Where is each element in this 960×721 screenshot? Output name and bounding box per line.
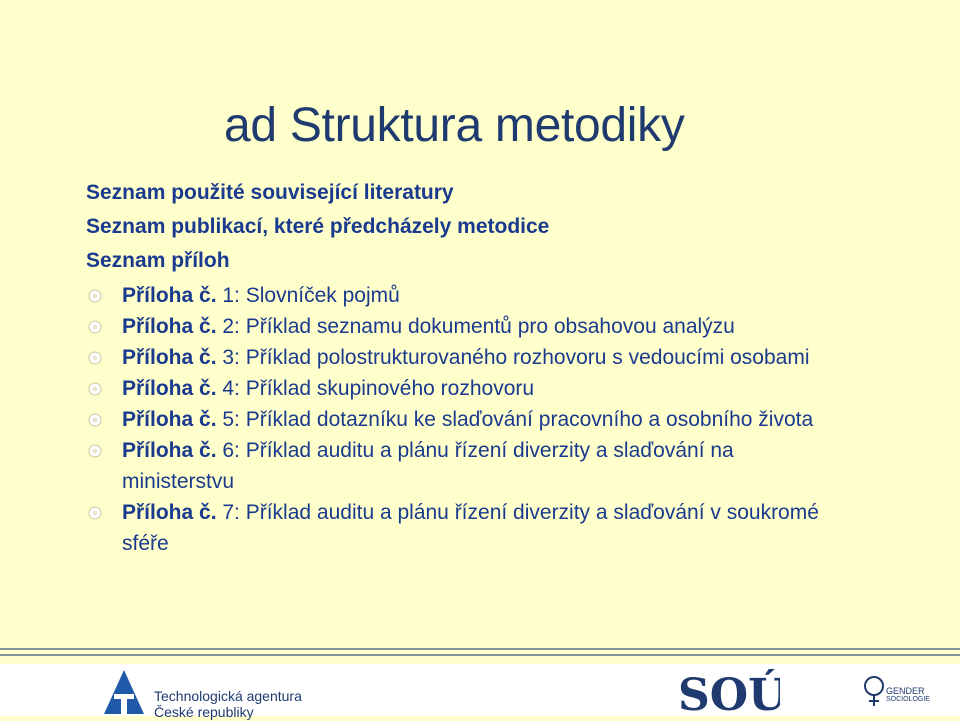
heading-publications: Seznam publikací, které předcházely metodice (86, 215, 550, 238)
list-item (86, 311, 846, 342)
sparkle-bullet-icon (86, 380, 104, 398)
section-headings (86, 176, 549, 278)
item-prefix: Příloha č. (122, 439, 217, 462)
footer-divider (0, 648, 960, 660)
gender-logo (862, 672, 932, 712)
list-item (86, 373, 846, 404)
sparkle-bullet-icon (86, 442, 104, 460)
item-text: 2: Příklad seznamu dokumentů pro obsahovou analýzu (216, 315, 735, 338)
item-prefix: Příloha č. (122, 346, 217, 369)
sparkle-bullet-icon (86, 411, 104, 429)
sparkle-bullet-icon (86, 287, 104, 305)
item-text: 1: Slovníček pojmů (216, 284, 400, 307)
item-text: 4: Příklad skupinového rozhovoru (216, 377, 535, 400)
list-item (86, 497, 846, 559)
sparkle-bullet-icon (86, 504, 104, 522)
ta-name-line2: České republiky (154, 704, 254, 720)
list-item (86, 280, 846, 311)
gender-symbol-icon (862, 672, 886, 708)
ta-name-line1: Technologická agentura (154, 688, 302, 704)
item-prefix: Příloha č. (122, 501, 217, 524)
sparkle-bullet-icon (86, 318, 104, 336)
ta-triangle-icon (100, 666, 148, 716)
item-text: 6: Příklad auditu a plánu řízení diverzity a slaďování na ministerstvu (122, 439, 734, 493)
slide-title: ad Struktura metodiky (224, 99, 685, 152)
item-text: 3: Příklad polostrukturovaného rozhovoru s vedoucími osobami (216, 346, 810, 369)
appendix-list (86, 280, 846, 559)
list-item (86, 342, 846, 373)
item-prefix: Příloha č. (122, 284, 217, 307)
item-text: 7: Příklad auditu a plánu řízení diverzity a slaďování v soukromé sféře (122, 501, 819, 555)
gender-label: GENDER (886, 686, 925, 696)
item-prefix: Příloha č. (122, 377, 217, 400)
sociology-label: SOCIOLOGIE (886, 696, 930, 703)
item-prefix: Příloha č. (122, 315, 217, 338)
list-item (86, 435, 846, 497)
heading-appendices: Seznam příloh (86, 249, 230, 272)
item-text: 5: Příklad dotazníku ke slaďování pracovního a osobního života (216, 408, 814, 431)
sou-logo-text: SOÚ (678, 670, 780, 716)
item-prefix: Příloha č. (122, 408, 217, 431)
footer-logos (0, 664, 960, 720)
sparkle-bullet-icon (86, 349, 104, 367)
sou-logo (676, 666, 780, 716)
heading-literature: Seznam použité související literatury (86, 181, 454, 204)
list-item (86, 404, 846, 435)
ta-logo (100, 666, 302, 720)
